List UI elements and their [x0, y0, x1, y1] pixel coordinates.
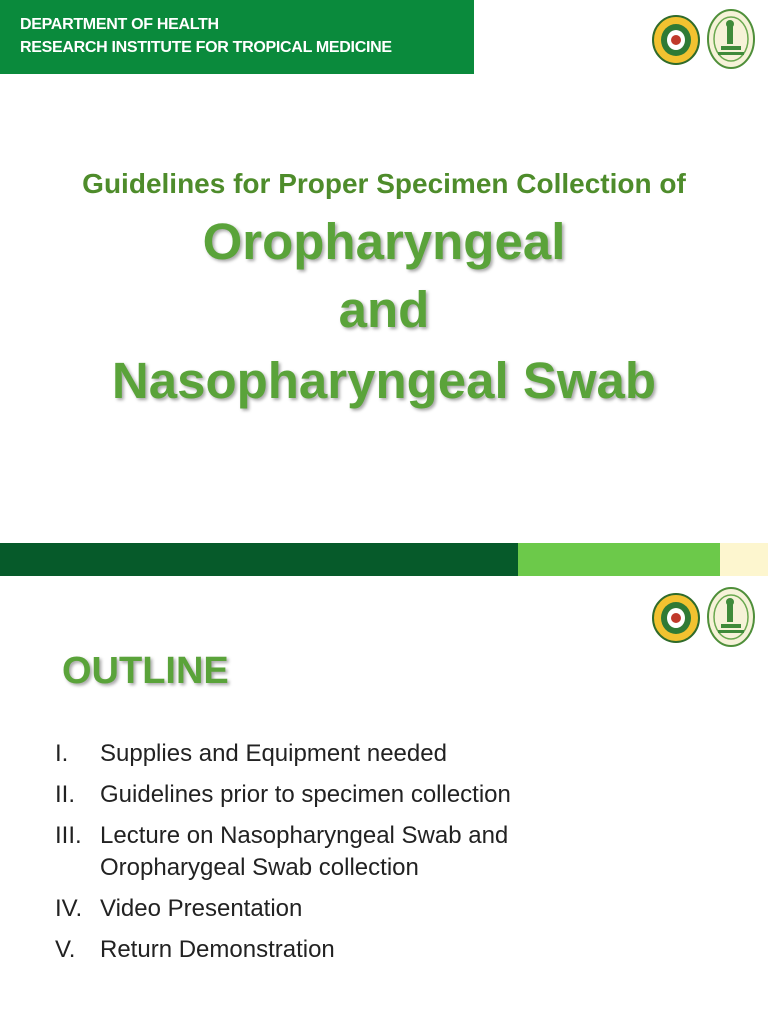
list-item-number: V. — [55, 936, 76, 963]
ritm-seal-icon — [706, 586, 756, 648]
list-item — [55, 934, 511, 966]
outline-slide — [0, 576, 768, 1024]
header-department: DEPARTMENT OF HEALTH — [20, 16, 219, 33]
list-item — [55, 820, 511, 884]
doh-seal-icon — [651, 592, 701, 644]
list-item-text: Return Demonstration — [100, 936, 335, 963]
outline-heading: OUTLINE — [62, 650, 229, 692]
list-item-text-continued: Oropharygeal Swab collection — [100, 854, 419, 881]
slide-subtitle: Guidelines for Proper Specimen Collection of — [82, 168, 686, 199]
list-item-number: IV. — [55, 895, 83, 922]
title-line-1: Oropharyngeal — [202, 213, 566, 270]
list-item-text: Supplies and Equipment needed — [100, 740, 447, 767]
list-item — [55, 893, 511, 925]
doh-seal-icon — [651, 14, 701, 66]
bar-dark-segment — [0, 543, 518, 576]
header-band — [0, 0, 474, 74]
list-item-number: I. — [55, 740, 69, 767]
footer-color-bar — [0, 543, 768, 576]
ritm-seal-icon — [706, 8, 756, 70]
list-item-text: Lecture on Nasopharyngeal Swab and — [100, 822, 509, 849]
bar-light-segment — [518, 543, 720, 576]
header-institute: RESEARCH INSTITUTE FOR TROPICAL MEDICINE — [20, 39, 392, 56]
list-item-number: II. — [55, 781, 76, 808]
bar-cream-segment — [720, 543, 768, 576]
list-item-text: Video Presentation — [100, 895, 303, 922]
list-item-text: Guidelines prior to specimen collection — [100, 781, 511, 808]
title-line-3: Nasopharyngeal Swab — [111, 352, 657, 409]
list-item-number: III. — [55, 822, 82, 849]
title-line-2: and — [338, 281, 430, 338]
outline-list — [55, 738, 511, 975]
list-item — [55, 738, 511, 770]
list-item-text-block — [100, 820, 508, 884]
list-item — [55, 779, 511, 811]
